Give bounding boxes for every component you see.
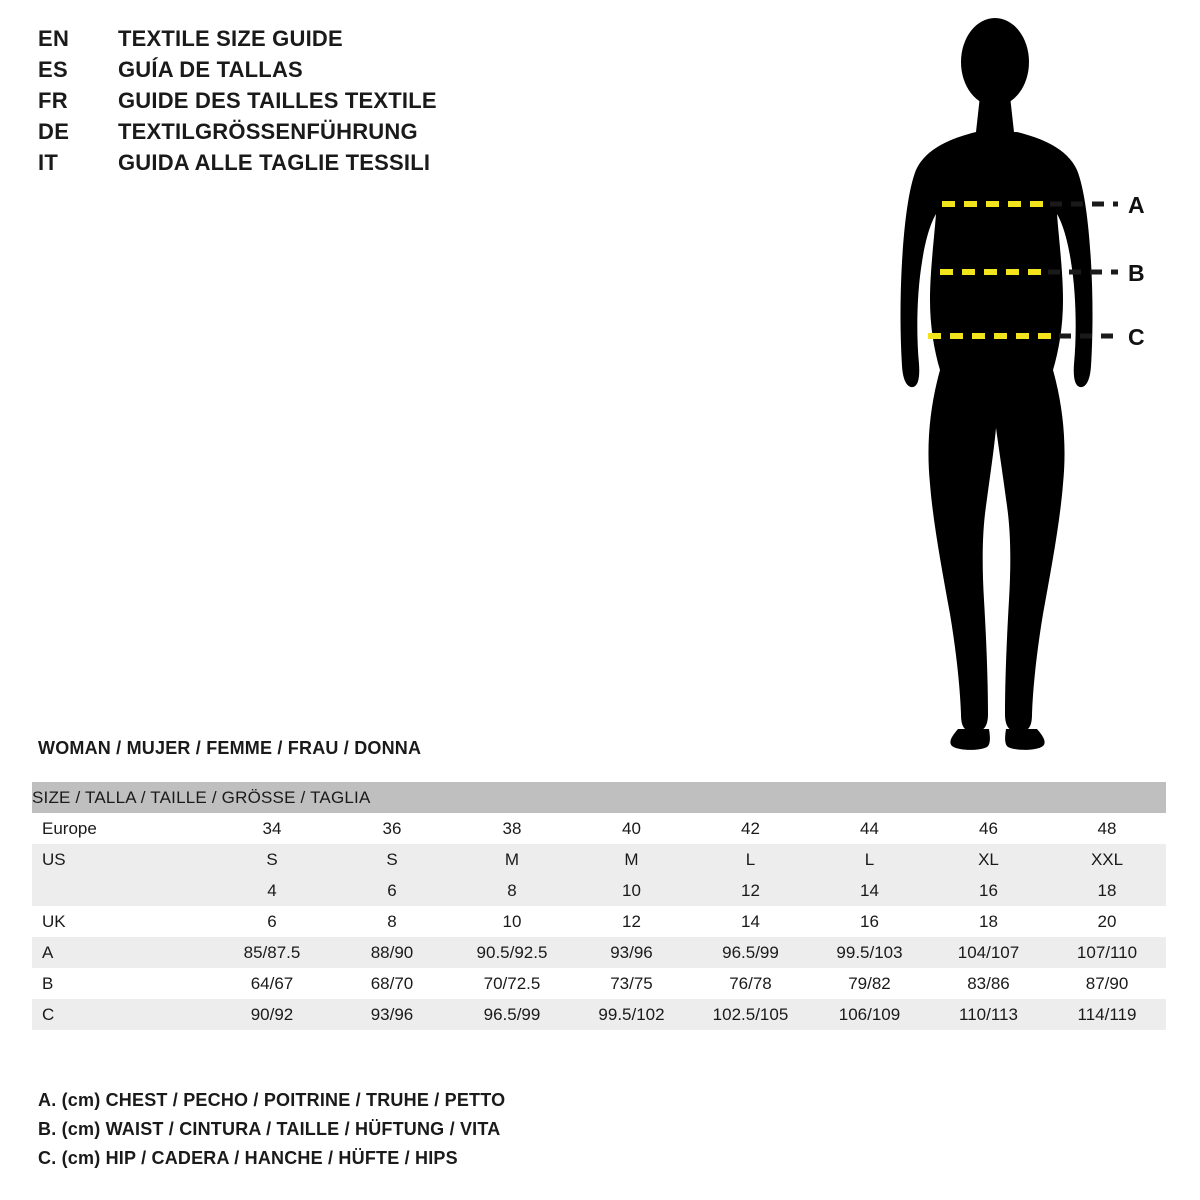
cell: 16	[810, 906, 929, 937]
cell: 73/75	[572, 968, 691, 999]
title-lang-de: DE	[38, 119, 70, 144]
title-lang-fr: FR	[38, 88, 68, 113]
cell: 4	[212, 875, 332, 906]
cell: 10	[452, 906, 572, 937]
row-label: UK	[32, 906, 212, 937]
table-header-label: SIZE / TALLA / TAILLE / GRÖSSE / TAGLIA	[32, 782, 1166, 813]
cell: 6	[332, 875, 452, 906]
title-text-fr: GUIDE DES TAILLES TEXTILE	[118, 88, 437, 113]
cell: 36	[332, 813, 452, 844]
title-block	[38, 26, 437, 181]
cell: 14	[691, 906, 810, 937]
cell: 46	[929, 813, 1048, 844]
cell: XXL	[1048, 844, 1166, 875]
footnote-c: C. (cm) HIP / CADERA / HANCHE / HÜFTE / HIPS	[38, 1148, 458, 1168]
cell: 12	[572, 906, 691, 937]
cell: 18	[929, 906, 1048, 937]
figure-woman-silhouette	[860, 14, 1190, 754]
cell: S	[212, 844, 332, 875]
section-caption-woman: WOMAN / MUJER / FEMME / FRAU / DONNA	[38, 738, 422, 758]
cell: 107/110	[1048, 937, 1166, 968]
cell: 42	[691, 813, 810, 844]
table-row	[32, 875, 1166, 906]
cell: 90.5/92.5	[452, 937, 572, 968]
cell: 79/82	[810, 968, 929, 999]
cell: 12	[691, 875, 810, 906]
cell: 87/90	[1048, 968, 1166, 999]
cell: M	[572, 844, 691, 875]
cell: 99.5/102	[572, 999, 691, 1030]
size-table	[32, 782, 1166, 1030]
row-label	[32, 875, 212, 906]
row-label: A	[32, 937, 212, 968]
cell: 110/113	[929, 999, 1048, 1030]
title-text-es: GUÍA DE TALLAS	[118, 57, 303, 82]
title-lang-it: IT	[38, 150, 59, 175]
cell: 14	[810, 875, 929, 906]
cell: 68/70	[332, 968, 452, 999]
cell: 8	[332, 906, 452, 937]
title-row-fr	[38, 88, 437, 119]
cell: 96.5/99	[691, 937, 810, 968]
cell: 83/86	[929, 968, 1048, 999]
footnote-b: B. (cm) WAIST / CINTURA / TAILLE / HÜFTUNG / VITA	[38, 1119, 501, 1139]
cell: 88/90	[332, 937, 452, 968]
cell: XL	[929, 844, 1048, 875]
title-text-it: GUIDA ALLE TAGLIE TESSILI	[118, 150, 431, 175]
cell: 48	[1048, 813, 1166, 844]
row-label: US	[32, 844, 212, 875]
measure-label-b: B	[1128, 260, 1145, 286]
table-row	[32, 844, 1166, 875]
footnote-a: A. (cm) CHEST / PECHO / POITRINE / TRUHE / PETTO	[38, 1090, 506, 1110]
measure-label-a: A	[1128, 192, 1145, 218]
title-text-de: TEXTILGRÖSSENFÜHRUNG	[118, 119, 418, 144]
title-lang-es: ES	[38, 57, 68, 82]
cell: 6	[212, 906, 332, 937]
title-text-en: TEXTILE SIZE GUIDE	[118, 26, 343, 51]
cell: 34	[212, 813, 332, 844]
cell: 18	[1048, 875, 1166, 906]
table-row	[32, 999, 1166, 1030]
cell: 44	[810, 813, 929, 844]
cell: 20	[1048, 906, 1166, 937]
row-label: Europe	[32, 813, 212, 844]
cell: 104/107	[929, 937, 1048, 968]
cell: S	[332, 844, 452, 875]
cell: 102.5/105	[691, 999, 810, 1030]
table-row	[32, 937, 1166, 968]
row-label: B	[32, 968, 212, 999]
title-row-en	[38, 26, 437, 57]
cell: 114/119	[1048, 999, 1166, 1030]
cell: 99.5/103	[810, 937, 929, 968]
title-row-it	[38, 150, 437, 181]
footnotes	[38, 1086, 505, 1173]
cell: 85/87.5	[212, 937, 332, 968]
cell: 38	[452, 813, 572, 844]
size-table-wrap	[32, 782, 1166, 1030]
cell: 40	[572, 813, 691, 844]
cell: 93/96	[572, 937, 691, 968]
table-header-row	[32, 782, 1166, 813]
cell: 64/67	[212, 968, 332, 999]
cell: 10	[572, 875, 691, 906]
cell: 90/92	[212, 999, 332, 1030]
cell: 8	[452, 875, 572, 906]
cell: 16	[929, 875, 1048, 906]
title-lang-en: EN	[38, 26, 70, 51]
cell: M	[452, 844, 572, 875]
cell: L	[691, 844, 810, 875]
title-row-es	[38, 57, 437, 88]
cell: L	[810, 844, 929, 875]
cell: 96.5/99	[452, 999, 572, 1030]
cell: 93/96	[332, 999, 452, 1030]
woman-silhouette-icon	[860, 14, 1190, 754]
title-row-de	[38, 119, 437, 150]
measure-label-c: C	[1128, 324, 1145, 350]
table-row	[32, 906, 1166, 937]
table-row	[32, 968, 1166, 999]
row-label: C	[32, 999, 212, 1030]
table-row	[32, 813, 1166, 844]
cell: 106/109	[810, 999, 929, 1030]
cell: 76/78	[691, 968, 810, 999]
cell: 70/72.5	[452, 968, 572, 999]
